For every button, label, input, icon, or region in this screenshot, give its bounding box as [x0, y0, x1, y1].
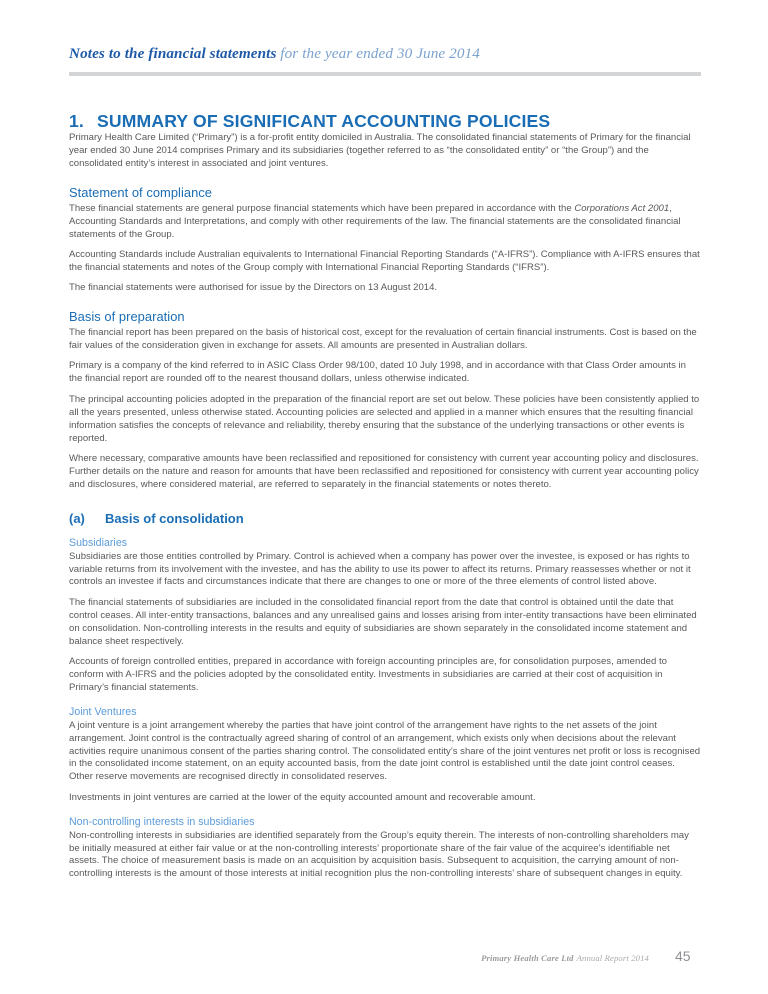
- subsidiaries-paragraph-1: Subsidiaries are those entities controlled by Primary. Control is achieved when a company has power over the investee, is exposed or has rights to variable returns from its involvement with the investee, and has the ability to use its power to affect its returns. Primary reassesses whether or not it controls an investee if facts and circumstances indicate that there are changes to one or more of the three elements of control listed above.: [69, 550, 691, 588]
- compliance-paragraph-2: Accounting Standards include Australian equivalents to International Financial Reporting Standards (“A-IFRS”). Compliance with A-IFRS ensures that the financial statements and notes of the Group comply with International Financial Reporting Standards (“IFRS”).: [69, 248, 700, 273]
- running-header-subtitle: for the year ended 30 June 2014: [280, 45, 480, 62]
- footer-report-name: Annual Report 2014: [576, 953, 649, 963]
- header-divider: [69, 72, 701, 76]
- basis-of-consolidation-heading: [69, 511, 701, 526]
- basis-of-preparation-heading: Basis of preparation: [69, 309, 185, 325]
- compliance-p1-part-a: These financial statements are general purpose financial statements which have been prepared in accordance with the: [69, 202, 575, 214]
- subsidiaries-paragraph-2: The financial statements of subsidiaries are included in the consolidated financial report from the date that control is obtained until the date that control ceases. All inter-entity transactions, balances and any unrealised gains and losses arising from inter-entity transactions have been eliminated on consolidation. Non-controlling interests in the results and equity of subsidiaries are shown separately in the consolidated income statement and balance sheet respectively.: [69, 596, 697, 647]
- running-header: [69, 0, 701, 63]
- joint-ventures-paragraph-1: A joint venture is a joint arrangement whereby the parties that have joint control of the arrangement have rights to the net assets of the joint arrangement. Joint control is the contractually agreed sharing of control of an arrangement, which exists only when decisions about the relevant activities require unanimous consent of the parties sharing control. The consolidated entity’s share of the joint ventures net profit or loss is recognised in the consolidated income statement, on an equity accounted basis, from the date joint control is established until the date joint control ceases. Other reserve movements are recognised directly in consolidated reserves.: [69, 719, 701, 783]
- section-intro-paragraph: Primary Health Care Limited (“Primary”) is a for-profit entity domiciled in Australia. The consolidated financial statements of Primary for the financial year ended 30 June 2014 comprises Primary and its subsidiaries (together referred to as “the consolidated entity” or “the Group”) and the consolidated entity’s interest in associated and joint ventures.: [69, 132, 691, 169]
- corporations-act-citation: Corporations Act 2001: [574, 202, 670, 214]
- page-content: [69, 0, 701, 889]
- preparation-paragraph-4: Where necessary, comparative amounts have been reclassified and repositioned for consistency with current year accounting policy and disclosures. Further details on the nature and reason for amounts that have been reclassified and repositioned for consistency with current year accounting policy and disclosures, where considered material, are referred to separately in the financial statements or notes thereto.: [69, 452, 699, 490]
- subsidiaries-paragraph-3: Accounts of foreign controlled entities, prepared in accordance with foreign accounting principles are, for consolidation purposes, amended to conform with A-IFRS and the policies adopted by the consolidated entity. Investments in subsidiaries are carried at their cost of acquisition in Primary’s financial statements.: [69, 655, 667, 693]
- preparation-paragraph-1: The financial report has been prepared on the basis of historical cost, except for the revaluation of certain financial instruments. Cost is based on the fair values of the consideration given in exchange for assets. All amounts are presented in Australian dollars.: [69, 327, 697, 352]
- section-heading: [69, 111, 701, 132]
- subsection-letter: (a): [69, 510, 85, 526]
- preparation-paragraph-2: Primary is a company of the kind referred to in ASIC Class Order 98/100, dated 10 July 1998, and in accordance with that Class Order amounts in the financial report are rounded off to the nearest thousand dollars, unless otherwise indicated.: [69, 360, 686, 385]
- section-title-text: SUMMARY OF SIGNIFICANT ACCOUNTING POLICIES: [97, 111, 551, 131]
- joint-ventures-paragraph-2: Investments in joint ventures are carried at the lower of the equity accounted amount and recoverable amount.: [69, 791, 536, 803]
- statement-of-compliance-heading: Statement of compliance: [69, 184, 213, 200]
- non-controlling-interests-paragraph-1: Non-controlling interests in subsidiaries are identified separately from the Group’s equity therein. The interests of non-controlling shareholders may be initially measured at either fair value or at the non-controlling interests’ proportionate share of the fair value of the acquiree’s identifiable net assets. The choice of measurement basis is made on an acquisition by acquisition basis. Subsequent to acquisition, the carrying amount of non-controlling interests is the amount of those interests at initial recognition plus the non-controlling interests’ share of subsequent changes in equity.: [69, 829, 689, 880]
- running-header-title: Notes to the financial statements: [69, 45, 277, 62]
- subsection-title-text: Basis of consolidation: [105, 510, 244, 526]
- compliance-paragraph-1: [69, 203, 701, 242]
- section-number: 1.: [69, 111, 84, 131]
- page-footer: [69, 948, 701, 964]
- compliance-p1-part-b: , Accounting Standards and Interpretations, and comply with other requirements of the law. The financial statements are the consolidated financial statements of the Group.: [69, 202, 681, 240]
- compliance-paragraph-3: The financial statements were authorised for issue by the Directors on 13 August 2014.: [69, 282, 438, 294]
- joint-ventures-heading: Joint Ventures: [69, 705, 137, 718]
- page-number: 45: [675, 948, 691, 964]
- footer-company-name: Primary Health Care Ltd: [481, 953, 574, 963]
- preparation-paragraph-3: The principal accounting policies adopted in the preparation of the financial report are set out below. These policies have been consistently applied to all the years presented, unless otherwise stated. Accounting policies are selected and applied in a manner which ensures that the resulting financial information satisfies the concepts of relevance and reliability, thereby ensuring that the substance of the underlying transactions or other events is reported.: [69, 393, 700, 444]
- subsidiaries-heading: Subsidiaries: [69, 536, 128, 549]
- non-controlling-interests-heading: Non-controlling interests in subsidiaries: [69, 815, 255, 828]
